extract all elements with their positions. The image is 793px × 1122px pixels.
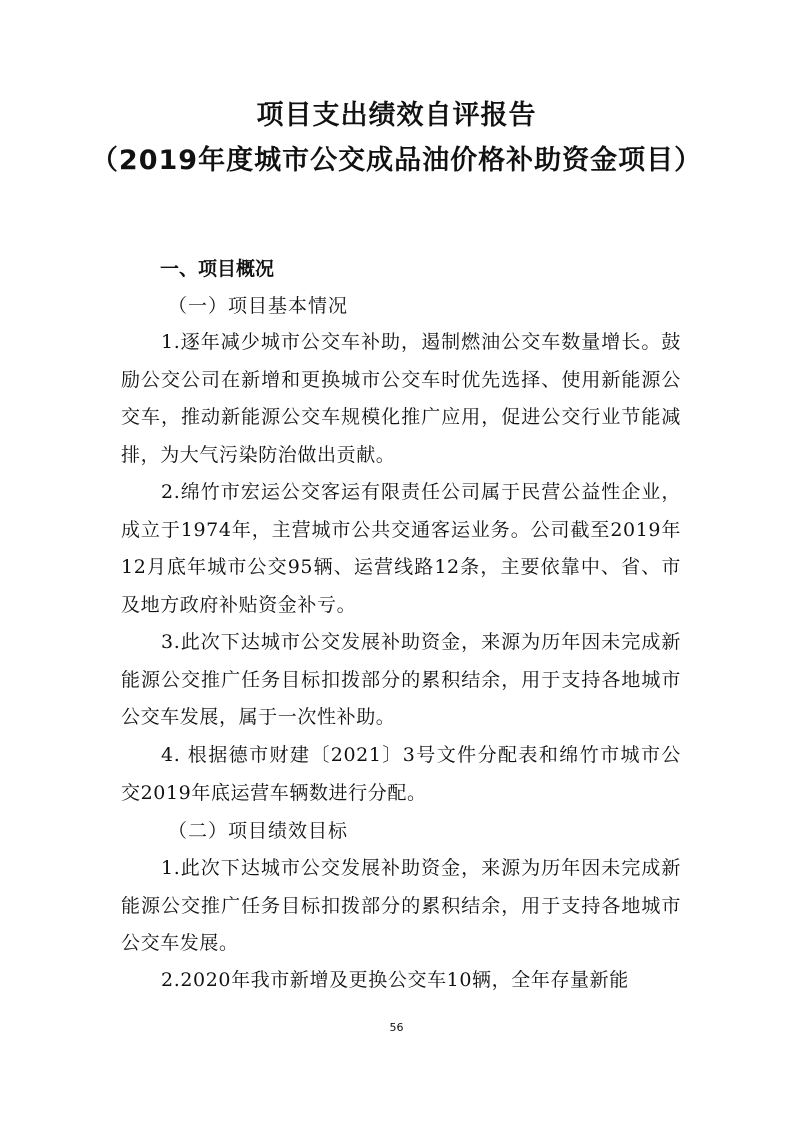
paragraph-3: 3.此次下达城市公交发展补助资金，来源为历年因未完成新能源公交推广任务目标扣拨部分的累积结余，用于支持各地城市公交车发展，属于一次性补助。 xyxy=(121,631,681,729)
report-title: 项目支出绩效自评报告 xyxy=(256,100,537,131)
paragraph-1: 1.逐年减少城市公交车补助，遏制燃油公交车数量增长。鼓励公交公司在新增和更换城市公交车时优先选择、使用新能源公交车，推动新能源公交车规模化推广应用，促进公交行业节能减排，为大气污染防治做出贡献。 xyxy=(121,331,681,466)
paragraph-4: 4. 根据德市财建〔2021〕3号文件分配表和绵竹市城市公交2019年底运营车辆数进行分配。 xyxy=(121,744,681,804)
section-heading-project-overview: 一、项目概况 xyxy=(160,258,275,280)
subsection-heading-performance-goals: （二）项目绩效目标 xyxy=(168,820,349,842)
subsection-heading-basic-info: （一）项目基本情况 xyxy=(168,295,349,317)
paragraph-2: 2.绵竹市宏运公交客运有限责任公司属于民营公益性企业，成立于1974年，主营城市公共交通客运业务。公司截至2019年12月底年城市公交95辆、运营线路12条，主要依靠中、省、市及地方政府补贴资金补亏。 xyxy=(121,481,681,616)
paragraph-5: 1.此次下达城市公交发展补助资金，来源为历年因未完成新能源公交推广任务目标扣拨部分的累积结余，用于支持各地城市公交车发展。 xyxy=(121,857,681,955)
page-number: 56 xyxy=(389,1021,404,1034)
paragraph-6: 2.2020年我市新增及更换公交车10辆，全年存量新能 xyxy=(161,969,629,991)
report-subtitle: （2019年度城市公交成品油价格补助资金项目） xyxy=(90,145,703,176)
